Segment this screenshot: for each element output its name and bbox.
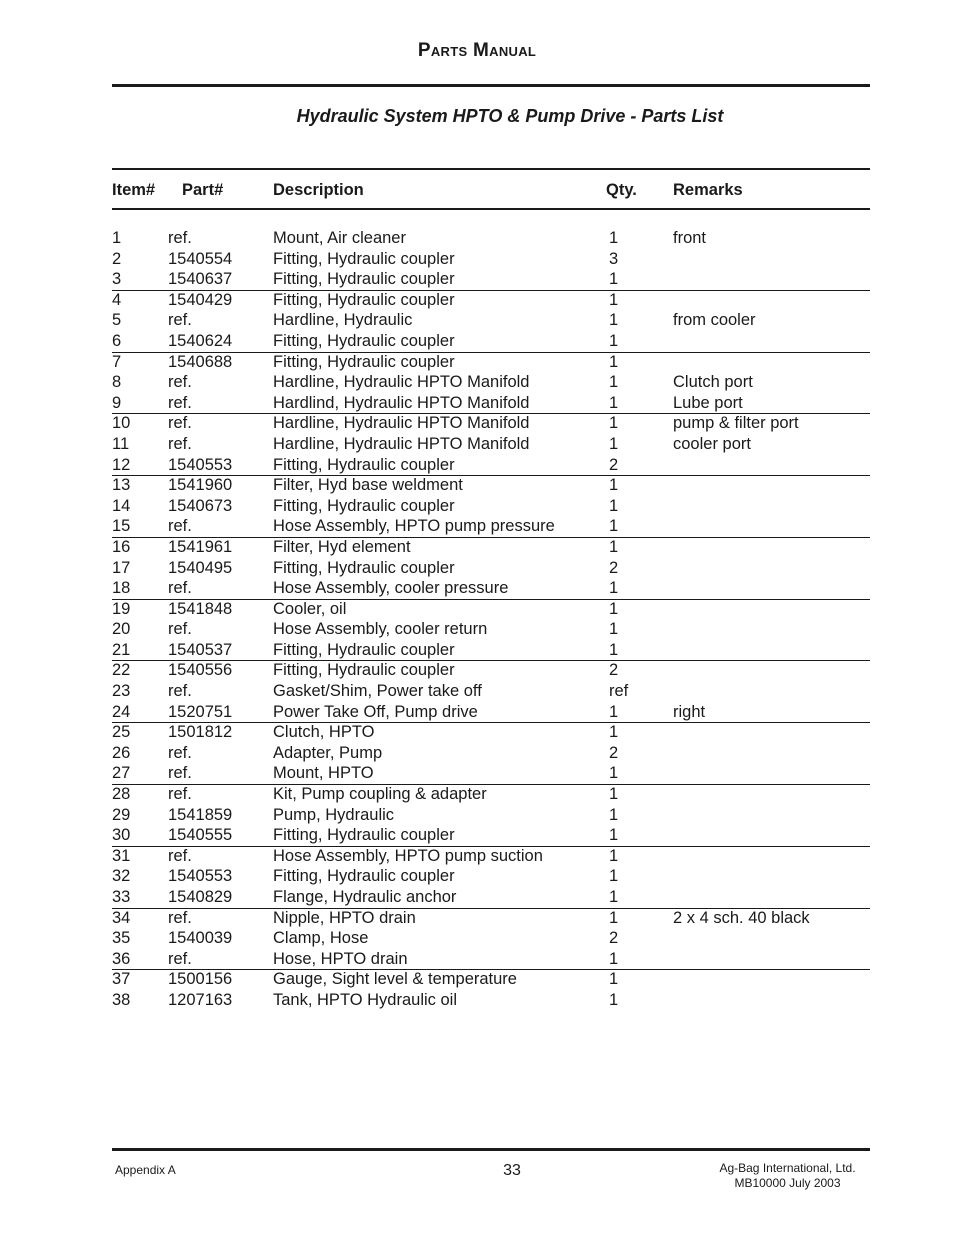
table-row xyxy=(0,722,954,743)
item-number-cell: 21 xyxy=(112,640,131,659)
part-number-cell: 1540554 xyxy=(168,249,233,268)
page-number: 33 xyxy=(503,1162,521,1179)
item-number-cell: 32 xyxy=(112,867,131,886)
item-number-cell: 1 xyxy=(112,229,122,247)
table-row xyxy=(0,372,954,393)
item-number-cell: 4 xyxy=(112,290,122,309)
remarks-cell: right xyxy=(673,702,706,721)
quantity-cell: 1 xyxy=(609,990,619,1009)
description-cell: Hardline, Hydraulic xyxy=(273,311,413,330)
quantity-cell: 1 xyxy=(609,888,619,906)
part-number-cell: 1540556 xyxy=(168,661,233,680)
quantity-cell: 2 xyxy=(609,455,619,474)
quantity-cell: 1 xyxy=(609,393,619,412)
remarks-cell: Lube port xyxy=(673,393,743,412)
description-cell: Hose Assembly, cooler pressure xyxy=(273,579,509,598)
table-row xyxy=(0,702,954,723)
description-cell: Gauge, Sight level & temperature xyxy=(273,970,517,989)
item-number-cell: 2 xyxy=(112,249,122,268)
table-row xyxy=(0,496,954,517)
part-number-cell: ref. xyxy=(168,682,192,701)
part-number-cell: ref. xyxy=(168,414,192,433)
part-number-cell: 1540039 xyxy=(168,929,233,948)
item-number-cell: 18 xyxy=(112,579,131,598)
part-number-cell: ref. xyxy=(168,434,192,453)
table-row xyxy=(0,558,954,579)
part-number-cell: 1540537 xyxy=(168,640,233,659)
item-number-cell: 30 xyxy=(112,826,131,845)
remarks-cell: cooler port xyxy=(673,434,751,453)
table-top-rule xyxy=(112,168,870,170)
part-number-cell: ref. xyxy=(168,846,192,865)
item-number-cell: 28 xyxy=(112,785,131,804)
quantity-cell: 1 xyxy=(609,846,619,865)
column-header-remarks: Remarks xyxy=(673,181,743,199)
item-number-cell: 20 xyxy=(112,620,131,639)
table-row xyxy=(0,599,954,620)
part-number-cell: 1541961 xyxy=(168,537,233,556)
part-number-cell: 1500156 xyxy=(168,970,233,989)
part-number-cell: ref. xyxy=(168,908,192,927)
item-number-cell: 34 xyxy=(112,908,131,927)
item-number-cell: 17 xyxy=(112,558,131,577)
column-header-part: Part# xyxy=(182,181,224,199)
item-number-cell: 29 xyxy=(112,805,131,824)
header-rule xyxy=(112,84,870,87)
description-cell: Fitting, Hydraulic coupler xyxy=(273,496,455,515)
table-header-rule xyxy=(112,208,870,210)
part-number-cell: 1541848 xyxy=(168,599,233,618)
page-header-title: Parts Manual xyxy=(417,40,537,61)
table-row xyxy=(0,352,954,373)
quantity-cell: 2 xyxy=(609,743,619,762)
description-cell: Flange, Hydraulic anchor xyxy=(273,888,457,906)
part-number-cell: 1540553 xyxy=(168,455,233,474)
quantity-cell: 1 xyxy=(609,640,619,659)
quantity-cell: 1 xyxy=(609,414,619,433)
description-cell: Fitting, Hydraulic coupler xyxy=(273,352,455,371)
item-number-cell: 15 xyxy=(112,517,131,536)
table-row xyxy=(0,805,954,826)
table-row xyxy=(0,908,954,929)
part-number-cell: ref. xyxy=(168,393,192,412)
item-number-cell: 23 xyxy=(112,682,131,701)
item-number-cell: 36 xyxy=(112,949,131,968)
quantity-cell: 1 xyxy=(609,290,619,309)
item-number-cell: 14 xyxy=(112,496,131,515)
footer-company: Ag-Bag International, Ltd. xyxy=(719,1161,856,1175)
table-row xyxy=(0,681,954,702)
item-number-cell: 8 xyxy=(112,373,122,392)
table-row xyxy=(0,331,954,352)
part-number-cell: 1540829 xyxy=(168,888,233,906)
item-number-cell: 11 xyxy=(112,434,130,453)
description-cell: Fitting, Hydraulic coupler xyxy=(273,249,455,268)
item-number-cell: 33 xyxy=(112,888,131,906)
table-row xyxy=(0,619,954,640)
part-number-cell: ref. xyxy=(168,579,192,598)
footer-document-id: MB10000 July 2003 xyxy=(734,1176,841,1190)
quantity-cell: 2 xyxy=(609,661,619,680)
item-number-cell: 5 xyxy=(112,311,122,330)
part-number-cell: 1520751 xyxy=(168,702,233,721)
description-cell: Fitting, Hydraulic coupler xyxy=(273,331,455,350)
description-cell: Mount, HPTO xyxy=(273,764,374,783)
quantity-cell: 1 xyxy=(609,373,619,392)
item-number-cell: 27 xyxy=(112,764,131,783)
description-cell: Fitting, Hydraulic coupler xyxy=(273,826,455,845)
table-row xyxy=(0,516,954,537)
description-cell: Kit, Pump coupling & adapter xyxy=(273,785,487,804)
description-cell: Gasket/Shim, Power take off xyxy=(273,682,482,701)
item-number-cell: 22 xyxy=(112,661,131,680)
remarks-cell: front xyxy=(673,229,707,247)
remarks-cell: from cooler xyxy=(673,311,756,330)
description-cell: Hardline, Hydraulic HPTO Manifold xyxy=(273,434,530,453)
item-number-cell: 3 xyxy=(112,270,122,289)
description-cell: Hose Assembly, cooler return xyxy=(273,620,488,639)
table-row xyxy=(0,393,954,414)
table-row xyxy=(0,228,954,249)
quantity-cell: 1 xyxy=(609,496,619,515)
part-number-cell: 1540495 xyxy=(168,558,233,577)
table-row xyxy=(0,640,954,661)
part-number-cell: ref. xyxy=(168,373,192,392)
item-number-cell: 31 xyxy=(112,846,131,865)
part-number-cell: ref. xyxy=(168,743,192,762)
part-number-cell: 1541960 xyxy=(168,476,233,495)
description-cell: Adapter, Pump xyxy=(273,743,383,762)
quantity-cell: 2 xyxy=(609,929,619,948)
quantity-cell: 1 xyxy=(609,867,619,886)
quantity-cell: 1 xyxy=(609,949,619,968)
remarks-cell: 2 x 4 sch. 40 black xyxy=(673,908,810,927)
table-row xyxy=(0,949,954,970)
description-cell: Hose Assembly, HPTO pump pressure xyxy=(273,517,555,536)
quantity-cell: 1 xyxy=(609,723,619,742)
quantity-cell: 1 xyxy=(609,311,619,330)
table-row xyxy=(0,990,954,1011)
column-header-description: Description xyxy=(273,181,364,199)
item-number-cell: 26 xyxy=(112,743,131,762)
table-row xyxy=(0,784,954,805)
quantity-cell: 1 xyxy=(609,537,619,556)
description-cell: Fitting, Hydraulic coupler xyxy=(273,455,455,474)
part-number-cell: 1501812 xyxy=(168,723,233,742)
table-row xyxy=(0,846,954,867)
table-row xyxy=(0,290,954,311)
part-number-cell: ref. xyxy=(168,785,192,804)
quantity-cell: 1 xyxy=(609,764,619,783)
table-row xyxy=(0,969,954,990)
table-row xyxy=(0,928,954,949)
parts-table-body xyxy=(0,228,954,1011)
description-cell: Cooler, oil xyxy=(273,599,347,618)
item-number-cell: 37 xyxy=(112,970,131,989)
quantity-cell: 1 xyxy=(609,970,619,989)
table-row xyxy=(0,475,954,496)
part-number-cell: 1540429 xyxy=(168,290,233,309)
description-cell: Clamp, Hose xyxy=(273,929,369,948)
quantity-cell: ref xyxy=(609,682,629,701)
footer-company-block xyxy=(700,1161,875,1191)
description-cell: Mount, Air cleaner xyxy=(273,229,406,247)
quantity-cell: 1 xyxy=(609,826,619,845)
quantity-cell: 1 xyxy=(609,229,619,247)
description-cell: Hardline, Hydraulic HPTO Manifold xyxy=(273,414,530,433)
part-number-cell: 1540624 xyxy=(168,331,233,350)
column-header-qty: Qty. xyxy=(606,181,637,199)
description-cell: Tank, HPTO Hydraulic oil xyxy=(273,990,458,1009)
quantity-cell: 1 xyxy=(609,517,619,536)
quantity-cell: 3 xyxy=(609,249,619,268)
table-row xyxy=(0,413,954,434)
item-number-cell: 7 xyxy=(112,352,122,371)
table-row xyxy=(0,537,954,558)
part-number-cell: 1540555 xyxy=(168,826,233,845)
description-cell: Power Take Off, Pump drive xyxy=(273,702,478,721)
table-row xyxy=(0,743,954,764)
description-cell: Filter, Hyd base weldment xyxy=(273,476,463,495)
quantity-cell: 1 xyxy=(609,270,619,289)
quantity-cell: 1 xyxy=(609,702,619,721)
table-row xyxy=(0,660,954,681)
item-number-cell: 38 xyxy=(112,990,131,1009)
quantity-cell: 1 xyxy=(609,434,619,453)
quantity-cell: 1 xyxy=(609,352,619,371)
part-number-cell: 1540637 xyxy=(168,270,233,289)
part-number-cell: ref. xyxy=(168,517,192,536)
remarks-cell: pump & filter port xyxy=(673,414,799,433)
item-number-cell: 10 xyxy=(112,414,131,433)
part-number-cell: ref. xyxy=(168,949,192,968)
quantity-cell: 2 xyxy=(609,558,619,577)
part-number-cell: ref. xyxy=(168,764,192,783)
description-cell: Hardline, Hydraulic HPTO Manifold xyxy=(273,373,530,392)
item-number-cell: 19 xyxy=(112,599,131,618)
quantity-cell: 1 xyxy=(609,599,619,618)
description-cell: Fitting, Hydraulic coupler xyxy=(273,270,455,289)
part-number-cell: 1540553 xyxy=(168,867,233,886)
part-number-cell: ref. xyxy=(168,311,192,330)
item-number-cell: 13 xyxy=(112,476,131,495)
table-row xyxy=(0,249,954,270)
table-row xyxy=(0,578,954,599)
part-number-cell: 1207163 xyxy=(168,990,233,1009)
item-number-cell: 35 xyxy=(112,929,131,948)
table-row xyxy=(0,887,954,908)
description-cell: Fitting, Hydraulic coupler xyxy=(273,867,455,886)
table-row xyxy=(0,825,954,846)
item-number-cell: 25 xyxy=(112,723,131,742)
description-cell: Nipple, HPTO drain xyxy=(273,908,416,927)
part-number-cell: 1541859 xyxy=(168,805,233,824)
item-number-cell: 24 xyxy=(112,702,131,721)
table-row xyxy=(0,310,954,331)
table-row xyxy=(0,434,954,455)
quantity-cell: 1 xyxy=(609,908,619,927)
footer-appendix: Appendix A xyxy=(115,1163,176,1177)
column-header-item: Item# xyxy=(112,181,156,199)
table-row xyxy=(0,763,954,784)
part-number-cell: 1540673 xyxy=(168,496,233,515)
quantity-cell: 1 xyxy=(609,785,619,804)
quantity-cell: 1 xyxy=(609,476,619,495)
description-cell: Fitting, Hydraulic coupler xyxy=(273,558,455,577)
table-row xyxy=(0,866,954,887)
description-cell: Pump, Hydraulic xyxy=(273,805,395,824)
remarks-cell: Clutch port xyxy=(673,373,753,392)
part-number-cell: ref. xyxy=(168,229,192,247)
item-number-cell: 12 xyxy=(112,455,131,474)
description-cell: Clutch, HPTO xyxy=(273,723,375,742)
description-cell: Hardlind, Hydraulic HPTO Manifold xyxy=(273,393,530,412)
table-row xyxy=(0,455,954,476)
quantity-cell: 1 xyxy=(609,620,619,639)
description-cell: Hose Assembly, HPTO pump suction xyxy=(273,846,543,865)
item-number-cell: 6 xyxy=(112,331,122,350)
section-title: Hydraulic System HPTO & Pump Drive - Parts List xyxy=(296,106,724,126)
quantity-cell: 1 xyxy=(609,331,619,350)
description-cell: Hose, HPTO drain xyxy=(273,949,408,968)
description-cell: Fitting, Hydraulic coupler xyxy=(273,290,455,309)
description-cell: Fitting, Hydraulic coupler xyxy=(273,640,455,659)
item-number-cell: 16 xyxy=(112,537,131,556)
description-cell: Fitting, Hydraulic coupler xyxy=(273,661,455,680)
part-number-cell: ref. xyxy=(168,620,192,639)
description-cell: Filter, Hyd element xyxy=(273,537,411,556)
quantity-cell: 1 xyxy=(609,579,619,598)
footer-rule xyxy=(112,1148,870,1151)
part-number-cell: 1540688 xyxy=(168,352,233,371)
item-number-cell: 9 xyxy=(112,393,122,412)
quantity-cell: 1 xyxy=(609,805,619,824)
table-row xyxy=(0,269,954,290)
